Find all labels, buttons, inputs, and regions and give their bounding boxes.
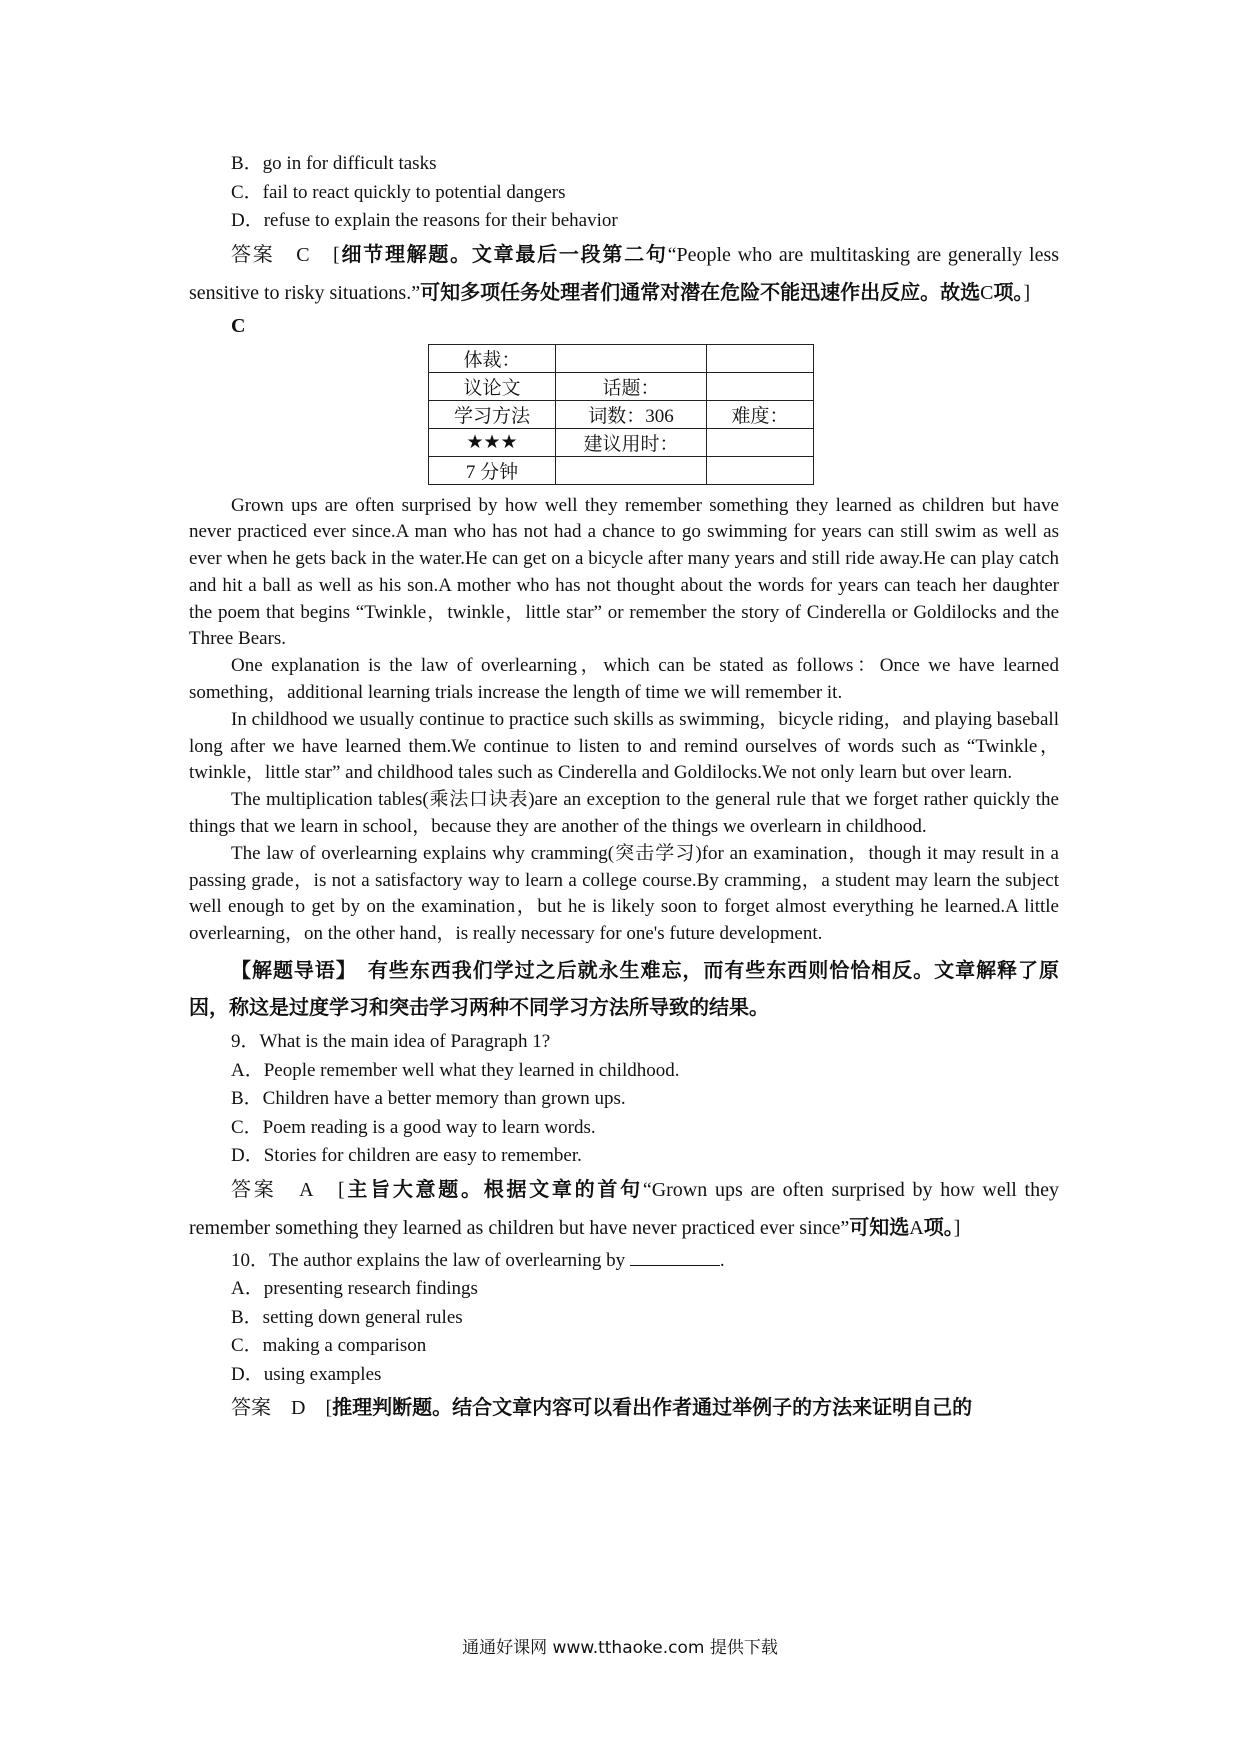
question-10-stem: 10．The author explains the law of overlearning by .	[231, 1249, 725, 1271]
answer-10: 答案 D [推理判断题。结合文章内容可以看出作者通过举例子的方法来证明自己的	[231, 1395, 973, 1420]
question-10-option-a: A．presenting research findings	[231, 1278, 478, 1300]
table-row: 7 分钟	[429, 456, 814, 484]
passage-paragraph-1: Grown ups are often surprised by how well they remember something they learned as children but have never practiced ever since.A man who has not had a chance to go swimming for years can still swim as well as ever when he gets back in the water.He can get on a bicycle after many years and still ride away.He can play catch and hit a ball as well as his son.A mother who has not thought about the words for years can teach her daughter the poem that begins “Twinkle，twinkle，little star” or remember the story of Cinderella or Goldilocks and the Three Bears.	[189, 494, 1059, 650]
section-label: C	[231, 314, 246, 337]
option-b: B．go in for difficult tasks	[231, 153, 437, 174]
answer-8: 答案 C [细节理解题。文章最后一段第二句“People who are multitasking are generally less sensitive to risky situations.”可知多项任务处理者们通常对潜在危险不能迅速作出反应。故选C项。]	[189, 241, 1060, 304]
question-10-option-b: B．setting down general rules	[231, 1306, 463, 1328]
table-row: 体裁：	[429, 344, 814, 372]
option-c: C．fail to react quickly to potential dangers	[231, 181, 566, 203]
question-9-stem: 9．What is the main idea of Paragraph 1?	[231, 1031, 551, 1053]
guide-note: 【解题导语】 有些东西我们学过之后就永生难忘，而有些东西则恰恰相反。文章解释了原因，称这是过度学习和突击学习两种不同学习方法所导致的结果。	[189, 958, 1059, 1020]
question-9-option-a: A．People remember well what they learned in childhood.	[231, 1059, 680, 1081]
passage-paragraph-4: The multiplication tables(乘法口诀表)are an exception to the general rule that we forget rather quickly the things that we learn in school，because they are another of the things we overlearn in childhood.	[189, 789, 1059, 838]
passage-paragraph-3: In childhood we usually continue to practice such skills as swimming，bicycle riding，and playing baseball long after we have learned them.We continue to listen to and remind ourselves of words such as “Twinkle，twinkle，little star” and childhood tales such as Cinderella and Goldilocks.We not only learn but over learn.	[189, 708, 1059, 784]
table-row: ★★★ 建议用时：	[429, 428, 814, 456]
question-9-option-d: D．Stories for children are easy to remember.	[231, 1145, 582, 1167]
question-9-option-c: C．Poem reading is a good way to learn words.	[231, 1116, 596, 1138]
question-9-option-b: B．Children have a better memory than grown ups.	[231, 1088, 626, 1110]
option-d: D．refuse to explain the reasons for their behavior	[231, 210, 618, 231]
table-row: 议论文 话题：	[429, 372, 814, 400]
question-10-option-d: D．using examples	[231, 1363, 382, 1385]
passage-paragraph-2: One explanation is the law of overlearning，which can be stated as follows：Once we have learned something，additional learning trials increase the length of time we will remember it.	[189, 655, 1059, 704]
answer-9: 答案 A [主旨大意题。根据文章的首句“Grown ups are often surprised by how well they remember something they learned as children but have never practiced ever since”可知选A项。]	[189, 1176, 1059, 1239]
answer-blank	[630, 1265, 720, 1266]
table-row: 学习方法 词数：306 难度：	[429, 400, 814, 428]
question-10-option-c: C．making a comparison	[231, 1335, 427, 1357]
passage-paragraph-5: The law of overlearning explains why cramming(突击学习)for an examination，though it may result in a passing grade，is not a satisfactory way to learn a college course.By cramming，a student may learn the subject well enough to get by on the examination，but he is likely soon to forget almost everything he learned.A little overlearning，on the other hand，is really necessary for one's future development.	[189, 842, 1059, 945]
document-body	[189, 150, 1059, 1427]
info-table	[428, 344, 814, 485]
footer-text: 通通好课网 www.tthaoke.com 提供下载	[462, 1638, 778, 1658]
